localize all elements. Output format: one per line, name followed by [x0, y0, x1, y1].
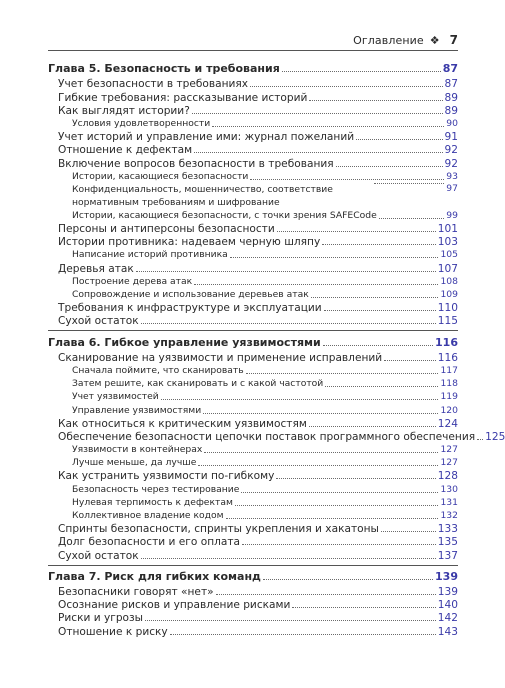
toc-entry-title: Построение дерева атак	[72, 275, 193, 287]
toc-entry[interactable]	[48, 509, 458, 522]
dot-leader	[250, 86, 442, 87]
toc-entry-title: Коллективное владение кодом	[72, 510, 224, 521]
toc-entry-page: 105	[440, 249, 458, 261]
toc-entry-title: Лучше меньше, да лучше	[72, 457, 197, 469]
toc-entry[interactable]	[48, 377, 458, 390]
toc-entry-title: Уязвимости в контейнерах	[72, 444, 203, 456]
toc-entry-title: Управление уязвимостями	[72, 404, 202, 416]
toc-entry-title: Включение вопросов безопасности в требования	[58, 157, 334, 170]
toc-entry-title: Риски и угрозы	[58, 612, 144, 625]
dot-leader	[198, 465, 438, 466]
toc-entry-page: 89	[444, 104, 458, 117]
toc-entry-title: Глава 6. Гибкое управление уязвимостями	[48, 335, 321, 349]
toc-entry-title: Истории, касающиеся безопасности	[72, 170, 249, 182]
toc-entry-page: 128	[437, 470, 458, 483]
toc-entry-page: 139	[437, 585, 458, 598]
dot-leader	[323, 345, 433, 346]
toc-entry-page: 92	[444, 157, 458, 170]
toc-entry-title: Истории противника: надеваем черную шляпу	[58, 236, 321, 249]
toc-entry[interactable]	[48, 117, 458, 130]
page-number: 7	[449, 33, 458, 47]
dot-leader	[374, 183, 444, 184]
toc-entry-title: Требования к инфраструктуре и эксплуатации	[58, 302, 322, 315]
toc-entry[interactable]	[48, 275, 458, 288]
toc-entry[interactable]	[48, 301, 458, 314]
dot-leader	[336, 166, 443, 167]
toc-entry-page: 99	[446, 209, 458, 221]
toc-entry-page: 140	[437, 599, 458, 612]
toc-entry-title: Глава 7. Риск для гибких команд	[48, 569, 261, 583]
chapter-divider	[48, 565, 458, 566]
dot-leader	[250, 179, 444, 180]
toc-entry[interactable]	[48, 77, 458, 90]
dot-leader	[292, 607, 435, 608]
toc-entry-page: 87	[442, 62, 458, 76]
toc-entry[interactable]	[48, 430, 505, 443]
toc-entry-page: 109	[440, 289, 458, 300]
toc-entry[interactable]	[48, 351, 458, 364]
toc-entry-title: Сначала поймите, что сканировать	[72, 364, 244, 376]
toc-entry-title: Отношение к риску	[58, 625, 168, 638]
toc-entry-page: 118	[440, 378, 458, 390]
dot-leader	[145, 620, 436, 621]
dot-leader	[282, 71, 441, 72]
toc-entry-page: 132	[440, 510, 458, 521]
toc-entry-page: 90	[446, 117, 458, 129]
toc-entry[interactable]	[48, 209, 458, 222]
toc-entry-title: Долг безопасности и его оплата	[58, 536, 241, 549]
dot-leader	[477, 439, 483, 440]
chapter-divider	[48, 330, 458, 331]
toc-entry-title: Написание историй противника	[72, 249, 228, 261]
toc-entry[interactable]	[48, 611, 458, 624]
toc-entry-page: 116	[435, 335, 458, 349]
dot-leader	[263, 579, 433, 580]
dot-leader	[309, 100, 442, 101]
dot-leader	[194, 152, 442, 153]
dot-leader	[384, 360, 436, 361]
toc-entry-title: Истории, касающиеся безопасности, с точки зрения SAFECode	[72, 209, 377, 221]
toc-entry-title: Персоны и антиперсоны безопасности	[58, 223, 275, 236]
dot-leader	[141, 558, 436, 559]
toc-entry-title: Отношение к дефектам	[58, 144, 193, 157]
toc-entry-title: Сухой остаток	[58, 549, 139, 562]
dot-leader	[194, 284, 438, 285]
toc-entry[interactable]	[48, 585, 458, 598]
toc-entry-page: 101	[437, 223, 458, 236]
toc-entry-page: 87	[444, 78, 458, 91]
toc-entry[interactable]	[48, 482, 458, 495]
toc-entry-title: Учет уязвимостей	[72, 391, 159, 403]
toc-entry[interactable]	[48, 522, 458, 535]
toc-entry-page: 125	[485, 430, 505, 443]
toc-entry-title: Безопасность через тестирование	[72, 483, 240, 495]
toc-entry-page: 116	[437, 351, 458, 364]
dot-leader	[136, 271, 436, 272]
dot-leader	[324, 310, 436, 311]
toc-entry-title: Затем решите, как сканировать и с какой частотой	[72, 378, 324, 390]
toc-entry-page: 133	[437, 523, 458, 536]
toc-entry-title: Осознание рисков и управление рисками	[58, 599, 291, 612]
toc-entry-page: 108	[440, 275, 458, 287]
toc-entry-page: 135	[437, 536, 458, 549]
dot-leader	[325, 386, 438, 387]
toc-entry-title: Сопровождение и использование деревьев атак	[72, 289, 309, 300]
dot-leader	[235, 505, 439, 506]
toc-chapter-entry[interactable]	[48, 570, 458, 583]
toc-entry[interactable]	[48, 417, 458, 430]
toc-entry-page: 120	[440, 404, 458, 416]
toc-entry[interactable]	[48, 235, 458, 248]
toc-entry-page: 127	[440, 457, 458, 469]
dot-leader	[241, 492, 438, 493]
toc-entry[interactable]	[48, 90, 458, 103]
ornament-icon: ❖	[429, 33, 440, 47]
toc-entry-title: Спринты безопасности, спринты укрепления и хакатоны	[58, 523, 379, 536]
running-title: Оглавление	[353, 33, 424, 47]
toc-entry-title: Как выглядят истории?	[58, 104, 190, 117]
running-header	[48, 30, 458, 51]
toc-entry[interactable]	[48, 143, 458, 156]
toc-entry-page: 107	[437, 262, 458, 275]
toc-entry-title: Сухой остаток	[58, 315, 139, 328]
toc-entry-title: Гибкие требования: рассказывание историй	[58, 91, 308, 104]
toc-entry-page: 110	[437, 302, 458, 315]
table-of-contents	[48, 58, 505, 638]
toc-entry-page: 89	[444, 91, 458, 104]
toc-entry-title: Учет историй и управление ими: журнал пожеланий	[58, 131, 355, 144]
dot-leader	[161, 399, 439, 400]
toc-entry-title: Деревья атак	[58, 262, 134, 275]
toc-entry-title: Глава 5. Безопасность и требования	[48, 62, 280, 76]
toc-entry[interactable]	[48, 390, 458, 403]
toc-entry-page: 124	[437, 417, 458, 430]
toc-entry-title: Как относиться к критическим уязвимостям	[58, 417, 307, 430]
toc-entry[interactable]	[48, 170, 458, 183]
dot-leader	[309, 426, 436, 427]
toc-entry[interactable]	[48, 469, 458, 482]
toc-chapter-entry[interactable]	[48, 335, 458, 348]
toc-entry-title: Учет безопасности в требованиях	[58, 78, 249, 91]
dot-leader	[192, 113, 443, 114]
toc-entry[interactable]	[48, 183, 458, 209]
toc-entry-page: 142	[437, 612, 458, 625]
toc-entry-title: Условия удовлетворенности	[72, 117, 211, 129]
toc-entry-page: 117	[440, 364, 458, 376]
dot-leader	[204, 452, 438, 453]
toc-entry[interactable]	[48, 624, 458, 637]
toc-entry-page: 119	[440, 391, 458, 403]
toc-entry[interactable]	[48, 156, 458, 169]
toc-entry[interactable]	[48, 548, 458, 561]
toc-entry-page: 91	[444, 131, 458, 144]
toc-entry-page: 139	[435, 569, 458, 583]
toc-entry-page: 137	[437, 549, 458, 562]
toc-entry[interactable]	[48, 314, 458, 327]
dot-leader	[276, 478, 435, 479]
dot-leader	[356, 139, 442, 140]
dot-leader	[212, 126, 444, 127]
dot-leader	[381, 531, 436, 532]
toc-entry-page: 131	[440, 496, 458, 508]
toc-entry-page: 127	[440, 444, 458, 456]
toc-entry[interactable]	[48, 248, 458, 261]
toc-entry[interactable]	[48, 456, 458, 469]
toc-entry-title: Сканирование на уязвимости и применение исправлений	[58, 351, 383, 364]
dot-leader	[246, 373, 439, 374]
dot-leader	[277, 231, 436, 232]
toc-chapter-entry[interactable]	[48, 62, 458, 75]
toc-entry[interactable]	[48, 288, 458, 301]
dot-leader	[141, 323, 436, 324]
toc-entry[interactable]	[48, 222, 458, 235]
toc-entry-page: 93	[446, 170, 458, 182]
dot-leader	[170, 634, 436, 635]
toc-entry-title: Как устранить уязвимости по-гибкому	[58, 470, 275, 483]
toc-entry-title: Конфиденциальность, мошенничество, соответствие нормативным требованиям и шифрование	[72, 183, 333, 208]
toc-entry[interactable]	[48, 130, 458, 143]
toc-entry[interactable]	[48, 598, 458, 611]
toc-entry[interactable]	[48, 104, 458, 117]
toc-entry-page: 103	[437, 236, 458, 249]
toc-entry-title: Обеспечение безопасности цепочки поставок программного обеспечения	[58, 430, 476, 443]
dot-leader	[379, 218, 445, 219]
toc-entry-page: 115	[437, 315, 458, 328]
dot-leader	[203, 413, 438, 414]
dot-leader	[230, 257, 439, 258]
toc-entry-page: 92	[444, 144, 458, 157]
toc-entry[interactable]	[48, 403, 458, 416]
toc-entry[interactable]	[48, 535, 458, 548]
dot-leader	[311, 297, 439, 298]
dot-leader	[226, 518, 439, 519]
toc-entry-title: Безопасники говорят «нет»	[58, 585, 214, 598]
dot-leader	[242, 544, 436, 545]
toc-entry[interactable]	[48, 261, 458, 274]
toc-entry[interactable]	[48, 443, 458, 456]
toc-entry-page: 97	[446, 182, 458, 194]
toc-entry-title: Нулевая терпимость к дефектам	[72, 496, 233, 508]
toc-entry-page: 143	[437, 625, 458, 638]
toc-entry[interactable]	[48, 364, 458, 377]
toc-entry[interactable]	[48, 496, 458, 509]
dot-leader	[216, 594, 436, 595]
toc-entry-page: 130	[440, 483, 458, 495]
dot-leader	[322, 244, 436, 245]
